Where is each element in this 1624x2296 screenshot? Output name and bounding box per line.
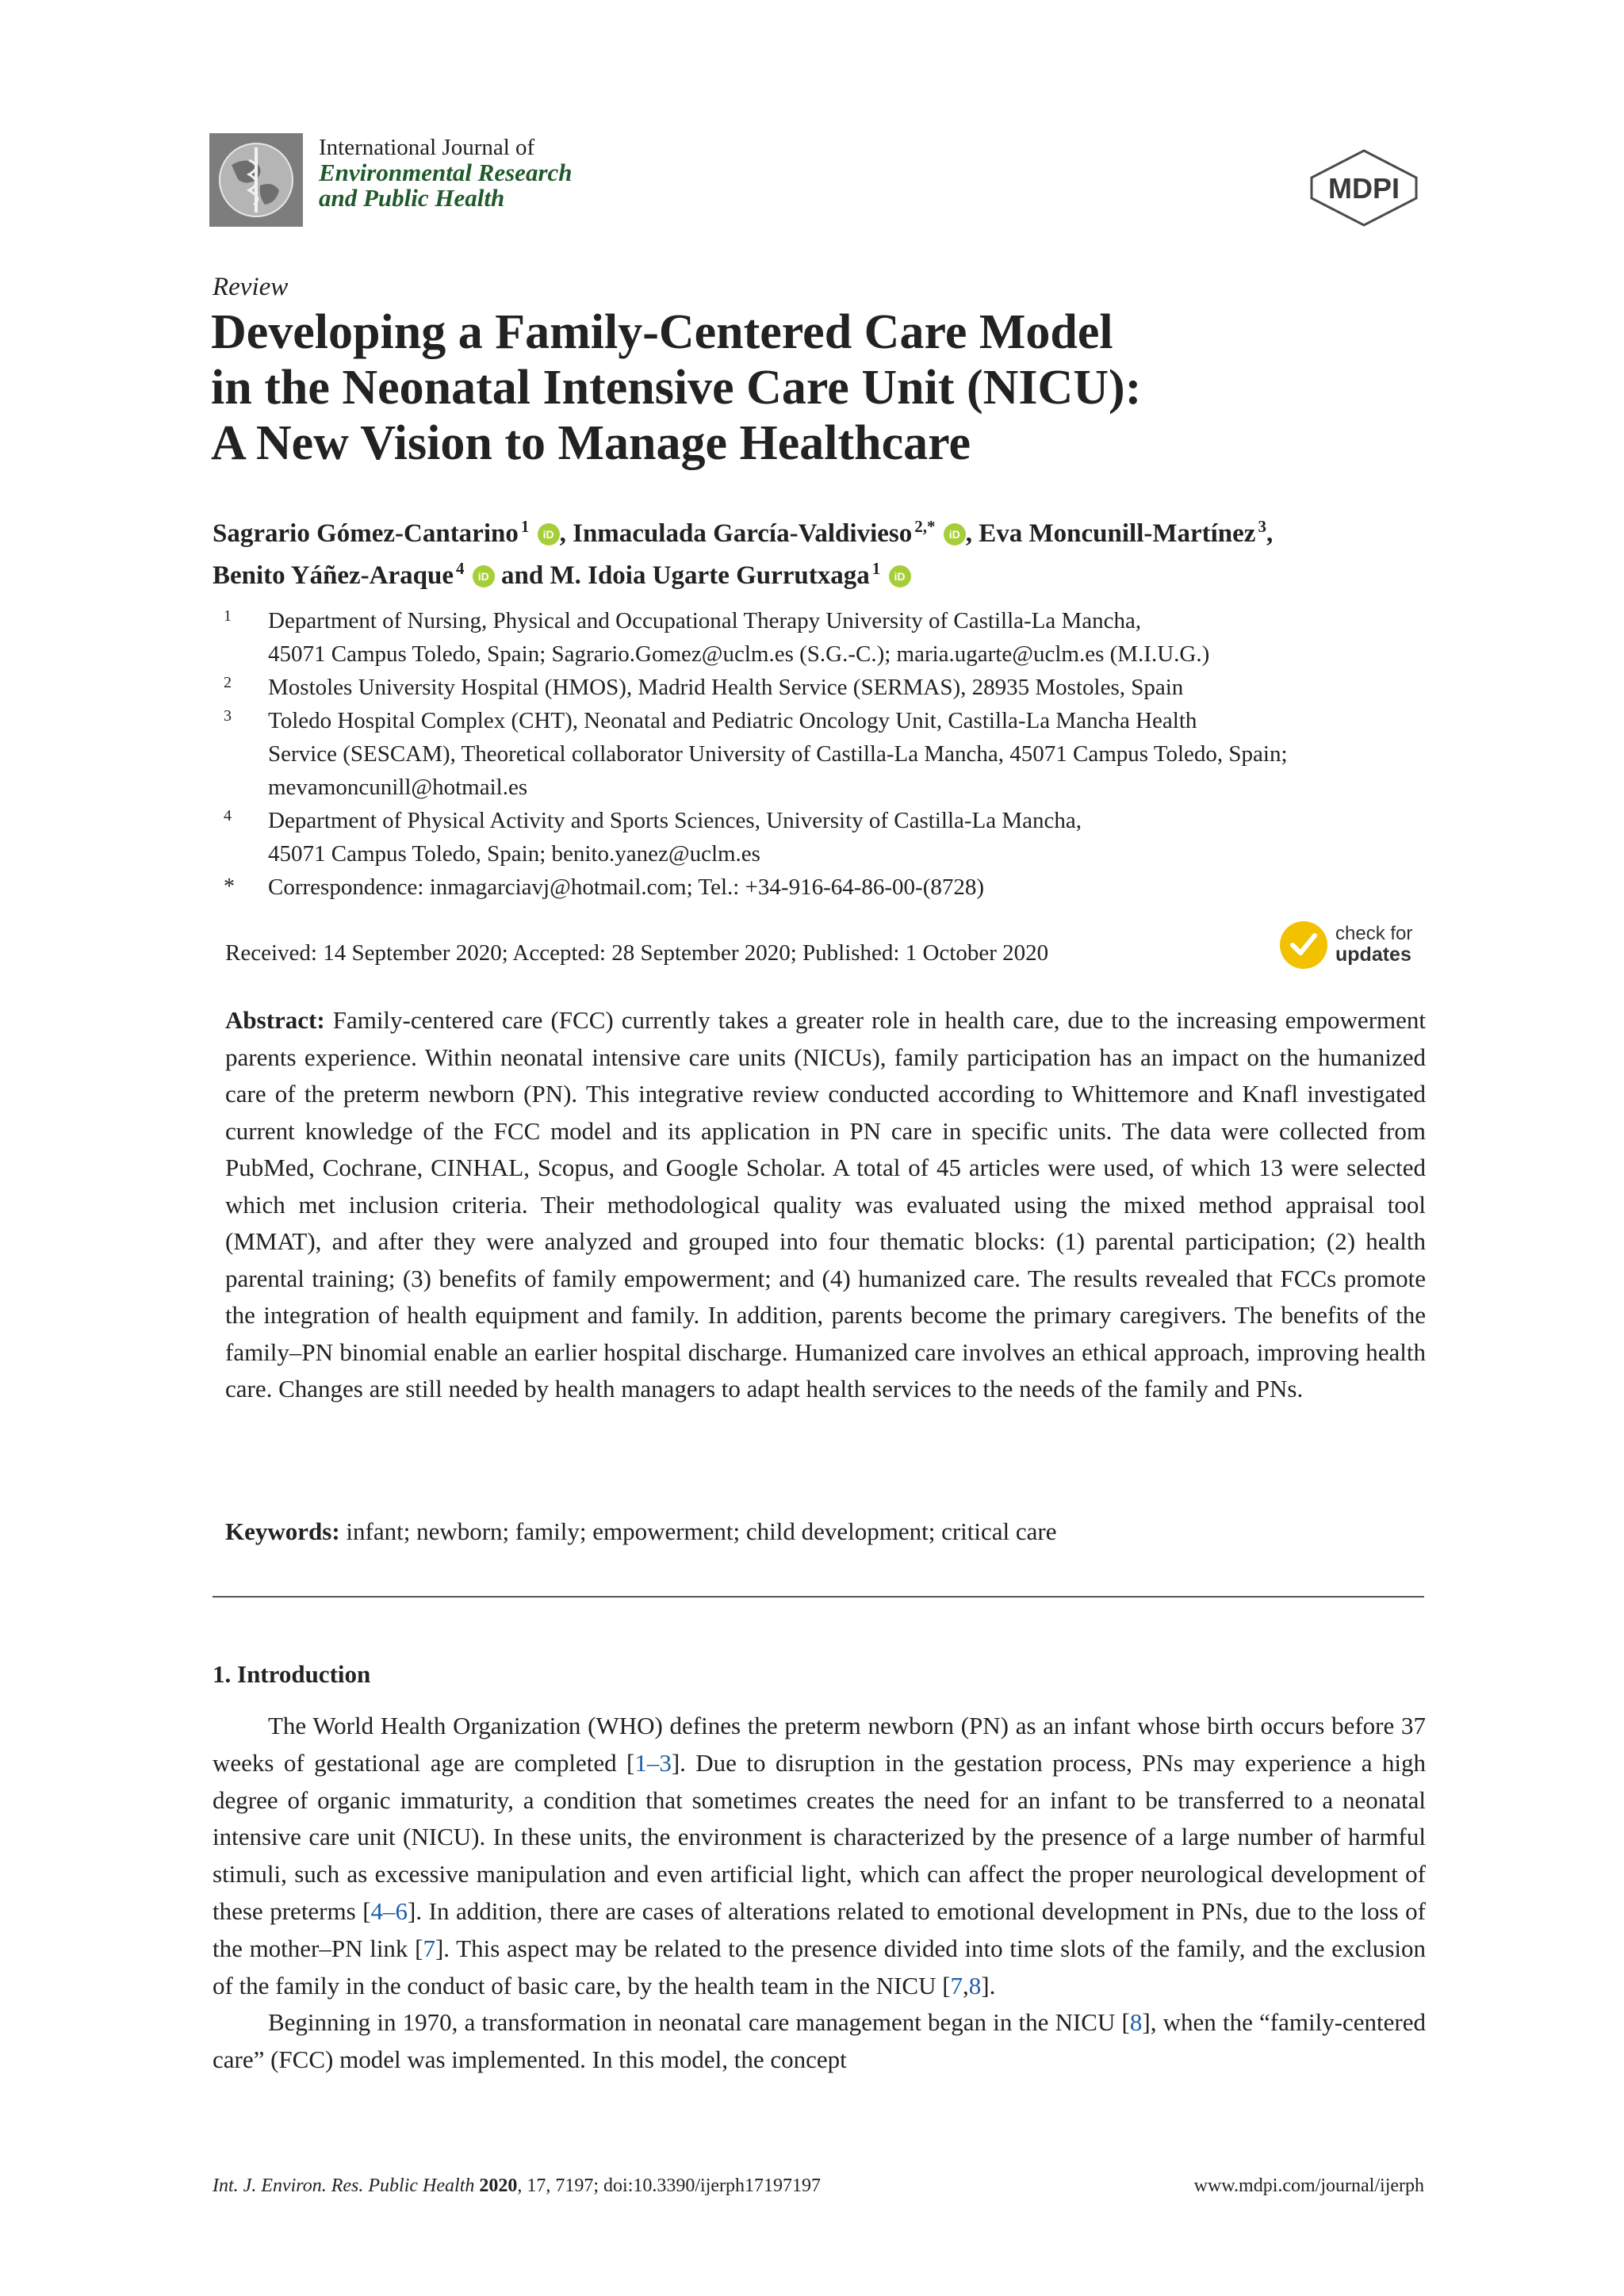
- footer-volume-doi[interactable]: , 17, 7197; doi:10.3390/ijerph17197197: [517, 2175, 822, 2196]
- correspondence-marker: *: [224, 874, 235, 899]
- correspondence-item: [224, 871, 1445, 904]
- affiliation-number: 2: [224, 674, 232, 691]
- footer-citation: [213, 2175, 821, 2197]
- text-run: ], when the “family-centered care” (FCC) model was implemented. In this model, the concept: [213, 2008, 1426, 2074]
- title-line: in the Neonatal Intensive Care Unit (NICU):: [211, 361, 1142, 415]
- mdpi-logo-icon: [1305, 147, 1423, 228]
- author-name: Benito Yáñez-Araque: [213, 561, 454, 590]
- citation-link[interactable]: 4–6: [370, 1896, 408, 1925]
- author-affiliation-marker: 1: [520, 517, 530, 536]
- journal-name-line2: Environmental Research: [319, 159, 573, 186]
- section-heading: 1. Introduction: [213, 1660, 371, 1688]
- paragraph: [213, 2004, 1426, 2079]
- affiliation-email[interactable]: mevamoncunill@hotmail.es: [268, 775, 528, 800]
- affiliation-text: Department of Physical Activity and Sports Sciences, University of Castilla-La Mancha,: [268, 808, 1082, 833]
- journal-name: [319, 135, 573, 211]
- citation-link[interactable]: 1–3: [634, 1748, 672, 1777]
- footer-journal-abbrev: Int. J. Environ. Res. Public Health: [213, 2175, 475, 2196]
- author-name: Sagrario Gómez-Cantarino: [213, 519, 519, 548]
- affiliation-text: Mostoles University Hospital (HMOS), Madrid Health Service (SERMAS), 28935 Mostoles, Spain: [268, 675, 1184, 700]
- affiliation-item: [224, 804, 1445, 871]
- abstract: [225, 1002, 1426, 1408]
- text-run: ]. Due to disruption in the gestation process, PNs may experience a high degree of organic immaturity, a condition that sometimes creates the need for an infant to be transferred to a neonatal intensive care unit (NICU). In these units, the environment is characterized by the presence of a large number of harmful stimuli, such as excessive manipulation and even artificial light, which can affect the proper neurological development of these preterms [: [213, 1748, 1426, 1925]
- author-line: Sagrario Gómez-Cantarino $^1$ iD , Inmaculada García-Valdivieso $^{2,*}$ iD , Eva Moncunill-Martínez $^3$,: [213, 517, 1274, 548]
- footer-url[interactable]: www.mdpi.com/journal/ijerph: [1193, 2175, 1424, 2196]
- text-run: ]. In addition, there are cases of alterations related to emotional development in PNs, due to the loss of the mother–PN link [: [213, 1896, 1426, 1962]
- text-run: ].: [981, 1971, 996, 1999]
- affiliation-item: [224, 704, 1445, 804]
- article-type: Review: [213, 273, 289, 301]
- affiliation-number: 1: [224, 607, 232, 625]
- affiliation-number: 3: [224, 707, 232, 725]
- orcid-icon[interactable]: iD: [889, 565, 911, 587]
- footer-year: 2020: [479, 2175, 518, 2196]
- author-name: M. Idoia Ugarte Gurrutxaga: [550, 561, 870, 590]
- author-line: Benito Yáñez-Araque $^4$ iD and M. Idoia Ugarte Gurrutxaga $^1$ iD: [213, 551, 1450, 593]
- text-run: Beginning in 1970, a transformation in neonatal care management began in the NICU [: [268, 2008, 1130, 2037]
- title-line: Developing a Family-Centered Care Model: [211, 305, 1113, 359]
- check-for-updates-badge[interactable]: [1280, 918, 1470, 974]
- keywords-text: infant; newborn; family; empowerment; child development; critical care: [346, 1517, 1057, 1545]
- text-run: ,: [963, 1971, 969, 1999]
- affiliation-number: 4: [224, 807, 232, 825]
- orcid-icon[interactable]: iD: [473, 565, 495, 587]
- abstract-label: Abstract:: [225, 1006, 325, 1034]
- author-affiliation-marker: 4: [456, 559, 465, 578]
- mdpi-logo-text: MDPI: [1328, 172, 1400, 205]
- text-run: ]. This aspect may be related to the presence divided into time slots of the family, and the exclusion of the family in the conduct of basic care, by the health team in the NICU [: [213, 1934, 1427, 1999]
- affiliation-text[interactable]: 45071 Campus Toledo, Spain; Sagrario.Gomez@uclm.es (S.G.-C.); maria.ugarte@uclm.es (M.I.U.G.): [268, 641, 1210, 667]
- title-line: A New Vision to Manage Healthcare: [211, 416, 971, 470]
- journal-name-line3: and Public Health: [319, 184, 505, 212]
- author-affiliation-marker: 3: [1258, 517, 1266, 536]
- author-list: [213, 509, 1450, 593]
- affiliation-text: Toledo Hospital Complex (CHT), Neonatal and Pediatric Oncology Unit, Castilla-La Mancha Health: [268, 708, 1197, 733]
- keywords-label: Keywords:: [225, 1517, 340, 1545]
- check-updates-label: check for: [1335, 923, 1413, 944]
- citation-link[interactable]: 7: [423, 1934, 435, 1962]
- text-run: The World Health Organization (WHO) defines the preterm newborn (PN) as an infant whose birth occurs before 37 weeks of gestational age are completed [: [213, 1712, 1426, 1777]
- check-updates-label-bold: updates: [1335, 943, 1411, 966]
- publication-dates: Received: 14 September 2020; Accepted: 28 September 2020; Published: 1 October 2020: [225, 940, 1049, 966]
- affiliation-text[interactable]: 45071 Campus Toledo, Spain; benito.yanez@uclm.es: [268, 841, 760, 867]
- affiliation-list: [224, 604, 1445, 904]
- affiliation-item: [224, 604, 1445, 671]
- author-name: Inmaculada García-Valdivieso: [573, 519, 913, 548]
- citation-link[interactable]: 8: [968, 1971, 982, 1999]
- article-title: [211, 304, 1448, 471]
- citation-link[interactable]: 8: [1129, 2008, 1143, 2037]
- keywords: [225, 1517, 1057, 1546]
- section-divider: [213, 1596, 1424, 1598]
- correspondence-text[interactable]: Correspondence: inmagarciavj@hotmail.com; Tel.: +34-916-64-86-00-(8728): [268, 874, 985, 900]
- affiliation-item: [224, 671, 1445, 704]
- abstract-text: Family-centered care (FCC) currently takes a greater role in health care, due to the increasing empowerment parents experience. Within neonatal intensive care units (NICUs), family participation has an impact on the humanized care of the preterm newborn (PN). This integrative review conducted according to Whittemore and Knafl investigated current knowledge of the FCC model and its application in PN care in specific units. The data were collected from PubMed, Cochrane, CINHAL, Scopus, and Google Scholar. A total of 45 articles were used, of which 13 were selected which met inclusion criteria. Their methodological quality was evaluated using the mixed method appraisal tool (MMAT), and after they were analyzed and grouped into four thematic blocks: (1) parental participation; (2) health parental training; (3) benefits of family empowerment; and (4) humanized care. The results revealed that FCCs promote the integration of health equipment and family. In addition, parents become the primary caregivers. The benefits of the family–PN binomial enable an earlier hospital discharge. Humanized care involves an ethical approach, improving health care. Changes are still needed by health managers to adapt health services to the needs of the family and PNs.: [225, 1006, 1426, 1402]
- author-affiliation-marker: 2,*: [914, 517, 936, 536]
- affiliation-text: Service (SESCAM), Theoretical collaborator University of Castilla-La Mancha, 45071 Campus Toledo, Spain;: [268, 741, 1288, 767]
- orcid-icon[interactable]: iD: [944, 523, 966, 545]
- orcid-icon[interactable]: iD: [538, 523, 560, 545]
- author-affiliation-marker: 1: [871, 559, 881, 578]
- author-name: Eva Moncunill-Martínez: [979, 519, 1256, 548]
- introduction-body: [213, 1708, 1426, 2079]
- check-updates-icon: [1280, 921, 1327, 969]
- citation-link[interactable]: 7: [950, 1971, 963, 1999]
- journal-logo-icon: [209, 133, 303, 227]
- journal-name-line1: International Journal of: [319, 135, 535, 160]
- paragraph: [213, 1708, 1426, 2004]
- affiliation-text: Department of Nursing, Physical and Occupational Therapy University of Castilla-La Mancha,: [268, 608, 1142, 633]
